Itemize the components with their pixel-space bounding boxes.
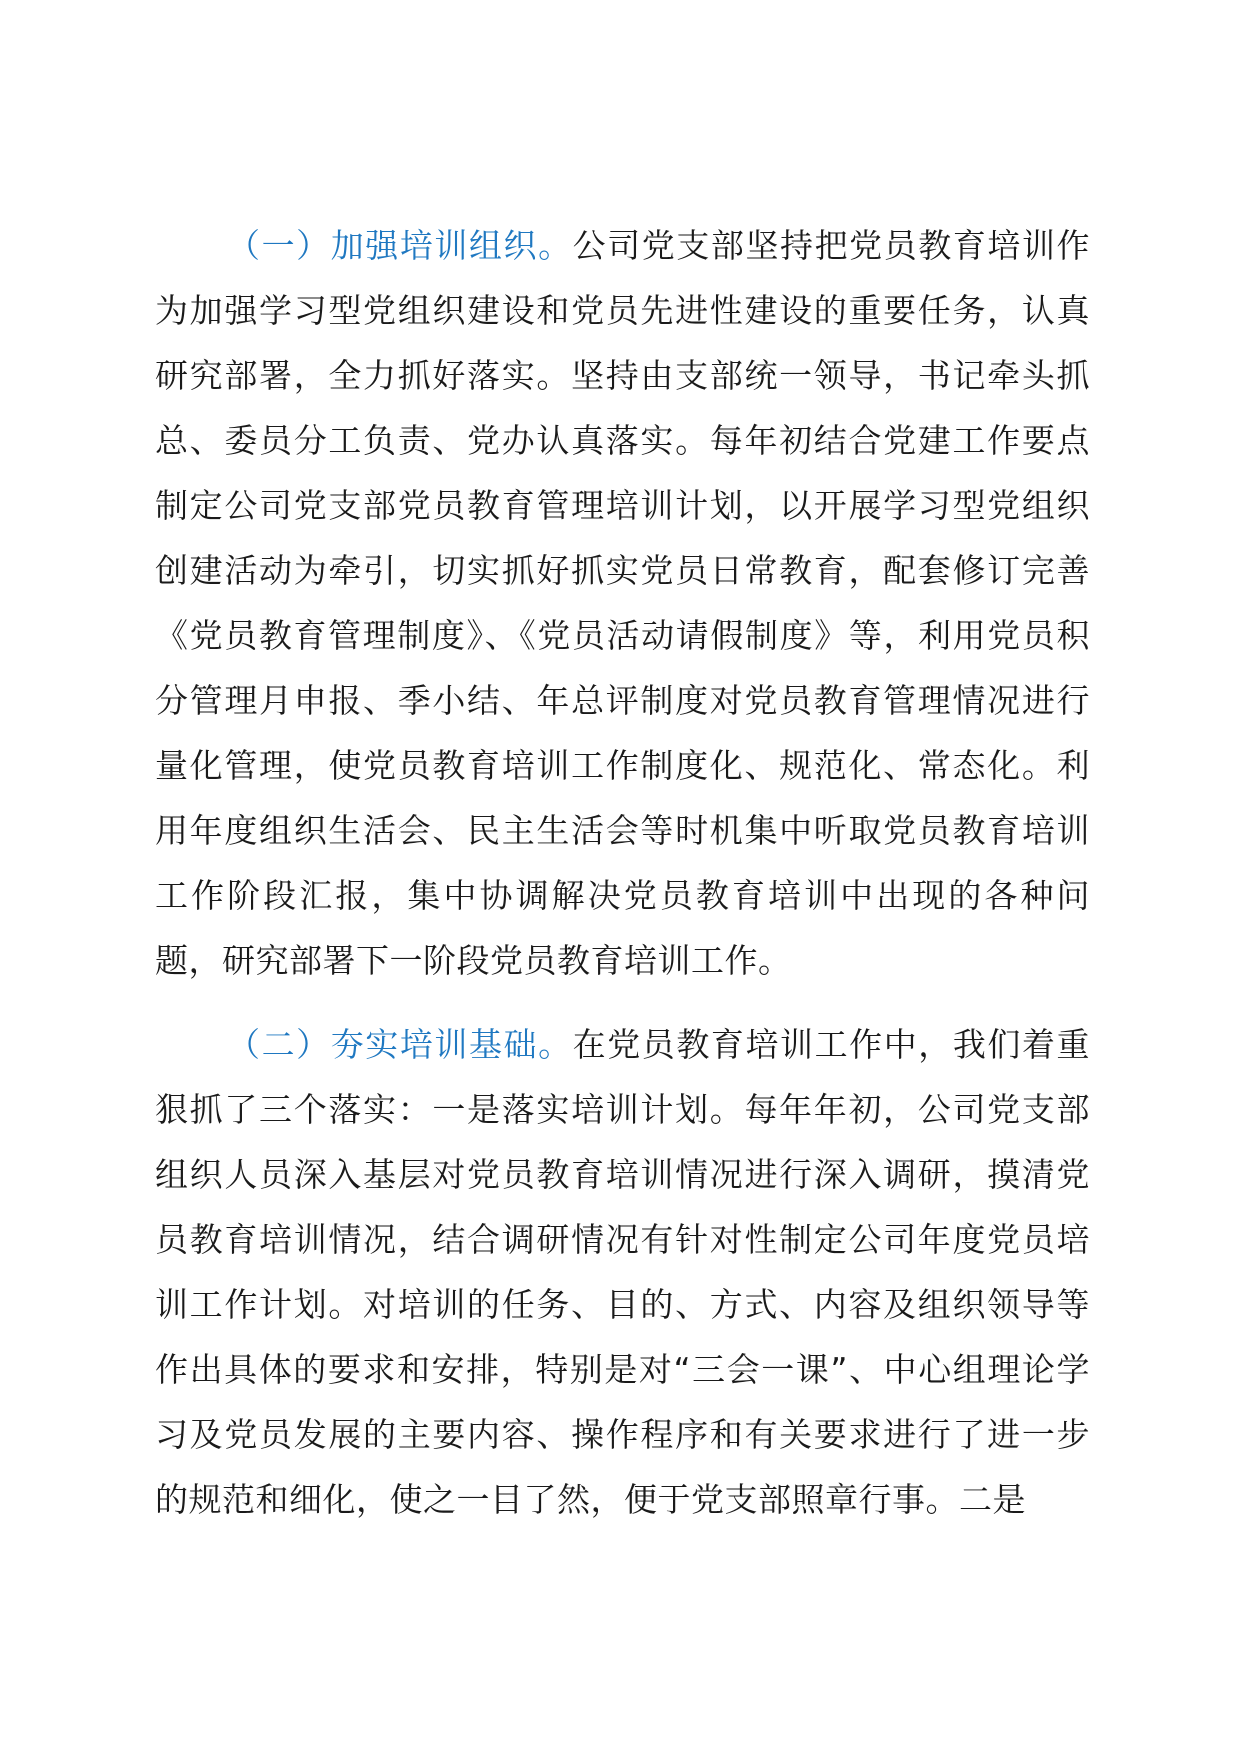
- paragraph-training-organization: [155, 213, 1090, 993]
- paragraph-training-foundation: [155, 1012, 1090, 1532]
- paragraph-body-2: 在党员教育培训工作中，我们着重狠抓了三个落实：一是落实培训计划。每年年初，公司党支部组织人员深入基层对党员教育培训情况进行深入调研，摸清党员教育培训情况，结合调研情况有针对性制定公司年度党员培训工作计划。对培训的任务、目的、方式、内容及组织领导等作出具体的要求和安排，特别是对“三会一课”、中心组理论学习及党员发展的主要内容、操作程序和有关要求进行了进一步的规范和细化，使之一目了然，便于党支部照章行事。二是: [155, 1025, 1090, 1519]
- section-heading-2: （二）夯实培训基础。: [227, 1025, 573, 1064]
- paragraph-body-1: 公司党支部坚持把党员教育培训作为加强学习型党组织建设和党员先进性建设的重要任务，认真研究部署，全力抓好落实。坚持由支部统一领导，书记牵头抓总、委员分工负责、党办认真落实。每年初结合党建工作要点制定公司党支部党员教育管理培训计划，以开展学习型党组织创建活动为牵引，切实抓好抓实党员日常教育，配套修订完善《党员教育管理制度》、《党员活动请假制度》等，利用党员积分管理月申报、季小结、年总评制度对党员教育管理情况进行量化管理，使党员教育培训工作制度化、规范化、常态化。利用年度组织生活会、民主生活会等时机集中听取党员教育培训工作阶段汇报，集中协调解决党员教育培训中出现的各种问题，研究部署下一阶段党员教育培训工作。: [155, 226, 1090, 980]
- section-heading-1: （一）加强培训组织。: [227, 226, 573, 265]
- document-page: [155, 213, 1090, 1532]
